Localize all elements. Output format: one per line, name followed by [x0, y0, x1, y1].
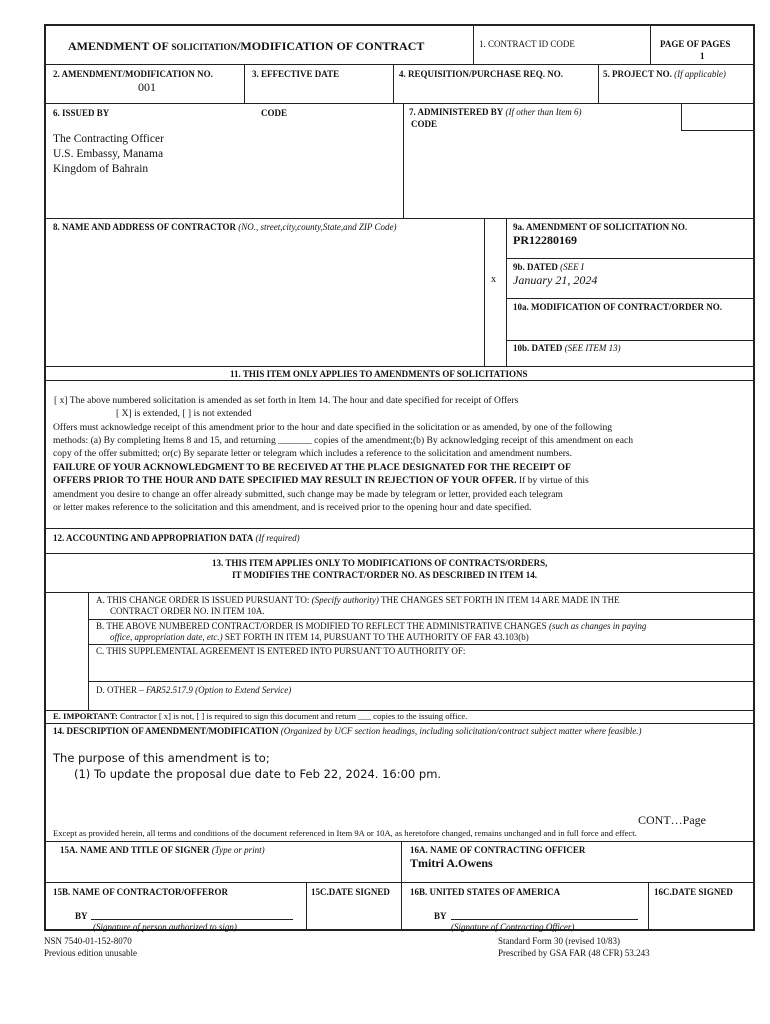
rule	[88, 592, 89, 710]
item16b-sig-caption: (Signature of Contracting Officer)	[451, 922, 575, 932]
rule	[46, 553, 755, 554]
rule	[506, 340, 755, 341]
item13-a: A. THIS CHANGE ORDER IS ISSUED PURSUANT TO: (Specify authority) THE CHANGES SET FORTH IN ITEM 14 ARE MADE IN THE	[96, 595, 620, 605]
rule	[473, 26, 474, 64]
amendment-number: 001	[138, 80, 156, 94]
item11-line: copy of the offer submitted; or(c) By separate letter or telegram which includes a reference to the solicitation and amendment numbers.	[53, 448, 573, 459]
rule	[401, 841, 402, 931]
checkmark-9b: x	[491, 274, 496, 285]
rule	[506, 218, 507, 366]
item11-line: amendment you desire to change an offer already submitted, such change may be made by telegram or letter, provided each telegram	[53, 489, 563, 500]
item11-line: or letter makes reference to the solicitation and this amendment, and is received prior to the opening hour and date specified.	[53, 502, 532, 513]
rule	[46, 723, 755, 724]
issued-by-line: The Contracting Officer	[53, 133, 164, 145]
form-title: AMENDMENT OF SOLICITATION/MODIFICATION OF CONTRACT	[68, 39, 425, 53]
officer-signature-line	[451, 919, 638, 920]
rule	[46, 218, 755, 219]
solicitation-number: PR12280169	[513, 233, 577, 247]
rule	[88, 681, 755, 682]
item9b-label: 9b. DATED (SEE I	[513, 262, 584, 272]
rule	[393, 64, 394, 103]
rule	[46, 380, 755, 381]
item7-code-label: CODE	[411, 119, 438, 129]
item6-code-label: CODE	[261, 108, 288, 118]
item14-label: 14. DESCRIPTION OF AMENDMENT/MODIFICATION (Organized by UCF section headings, including solicitation/contract subject matter where feasible.)	[53, 726, 642, 736]
item-e-important: E. IMPORTANT: Contractor [ x] is not, [ ] is required to sign this document and return ___ copies to the issuing office.	[53, 711, 468, 721]
item13-a-cont: CONTRACT ORDER NO. IN ITEM 10A.	[110, 606, 265, 616]
contract-id-label: 1. CONTRACT ID CODE	[479, 39, 575, 49]
item15a-label: 15A. NAME AND TITLE OF SIGNER (Type or print)	[60, 845, 265, 855]
rule	[681, 103, 682, 131]
continuation-note: CONT…Page	[638, 813, 706, 827]
amendment-point-1: (1) To update the proposal due date to Feb 22, 2024. 16:00 pm.	[74, 767, 442, 781]
item2-label: 2. AMENDMENT/MODIFICATION NO.	[53, 69, 213, 79]
rule	[88, 644, 755, 645]
item13-d: D. OTHER – FAR52.517.9 (Option to Extend Service)	[96, 685, 292, 695]
rule	[506, 298, 755, 299]
contracting-officer-name: Tmitri A.Owens	[410, 856, 493, 870]
item13-header: 13. THIS ITEM APPLIES ONLY TO MODIFICATIONS OF CONTRACTS/ORDERS,	[212, 558, 548, 568]
item7-label: 7. ADMINISTERED BY (If other than Item 6)	[409, 107, 582, 117]
item11-line: Offers must acknowledge receipt of this amendment prior to the hour and date specified in the solicitation or as amended, by one of the following	[53, 422, 613, 433]
rule	[46, 366, 755, 367]
rule	[648, 882, 649, 931]
item16a-label: 16A. NAME OF CONTRACTING OFFICER	[410, 845, 586, 855]
item11-warning: OFFERS PRIOR TO THE HOUR AND DATE SPECIFIED MAY RESULT IN REJECTION OF YOUR OFFER. If by virtue of this	[53, 475, 589, 486]
issued-by-line: U.S. Embassy, Manama	[53, 148, 164, 160]
item15b-sig-caption: (Signature of person authorized to sign)	[93, 922, 237, 932]
solicitation-date: January 21, 2024	[513, 273, 598, 287]
rule	[88, 619, 755, 620]
rule	[306, 882, 307, 931]
item13-header: IT MODIFIES THE CONTRACT/ORDER NO. AS DESCRIBED IN ITEM 14.	[232, 570, 537, 580]
item11-line: [ X] is extended, [ ] is not extended	[116, 408, 252, 419]
rule	[244, 64, 245, 103]
item13-b-cont: office, appropriation date, etc.) SET FORTH IN ITEM 14, PURSUANT TO THE AUTHORITY OF FAR 43.103(b)	[110, 632, 529, 642]
item9a-label: 9a. AMENDMENT OF SOLICITATION NO.	[513, 222, 688, 232]
footer-nsn: NSN 7540-01-152-8070	[44, 936, 132, 946]
footer-standard-form: Standard Form 30 (revised 10/83)	[498, 936, 620, 946]
item10a-label: 10a. MODIFICATION OF CONTRACT/ORDER NO.	[513, 302, 723, 312]
rule	[506, 258, 755, 259]
rule	[598, 64, 599, 103]
issued-by-line: Kingdom of Bahrain	[53, 163, 149, 175]
item16b-by: BY	[434, 911, 447, 921]
rule	[484, 218, 485, 366]
rule	[681, 130, 755, 131]
item10b-label: 10b. DATED (SEE ITEM 13)	[513, 343, 621, 353]
rule	[650, 26, 651, 64]
amendment-purpose: The purpose of this amendment is to;	[53, 751, 270, 765]
sf30-form	[44, 24, 755, 931]
item11-line: methods: (a) By completing Items 8 and 15, and returning _______ copies of the amendment;(b) By acknowledging receipt of this amendment on each	[53, 435, 634, 446]
rule	[46, 64, 755, 65]
footer-prescribed-by: Prescribed by GSA FAR (48 CFR) 53.243	[498, 948, 650, 958]
item16b-label: 16B. UNITED STATES OF AMERICA	[410, 887, 561, 897]
footer-previous-edition: Previous edition unusable	[44, 948, 137, 958]
rule	[46, 528, 755, 529]
item12-label: 12. ACCOUNTING AND APPROPRIATION DATA (If required)	[53, 533, 300, 543]
item11-warning: FAILURE OF YOUR ACKNOWLEDGMENT TO BE RECEIVED AT THE PLACE DESIGNATED FOR THE RECEIPT OF	[53, 462, 571, 473]
item3-label: 3. EFFECTIVE DATE	[252, 69, 340, 79]
item15b-label: 15B. NAME OF CONTRACTOR/OFFEROR	[53, 887, 229, 897]
item16c-label: 16C.DATE SIGNED	[654, 887, 733, 897]
item15c-label: 15C.DATE SIGNED	[311, 887, 390, 897]
item4-label: 4. REQUISITION/PURCHASE REQ. NO.	[399, 69, 564, 79]
item5-label: 5. PROJECT NO. (If applicable)	[603, 69, 726, 79]
item8-label: 8. NAME AND ADDRESS OF CONTRACTOR (NO., street,city,county,State,and ZIP Code)	[53, 222, 397, 232]
issued-by-address	[53, 132, 164, 177]
rule	[46, 103, 755, 104]
rule	[46, 592, 755, 593]
except-provided-text: Except as provided herein, all terms and conditions of the document referenced in Item 9A or 10A, as heretofore changed, remains unchanged and in full force and effect.	[53, 828, 637, 838]
page-of-pages-label: PAGE OF PAGES	[660, 39, 731, 49]
contractor-signature-line	[91, 919, 293, 920]
item11-line: [ x] The above numbered solicitation is amended as set forth in Item 14. The hour and date specified for receipt of Offers	[54, 395, 519, 406]
item13-b: B. THE ABOVE NUMBERED CONTRACT/ORDER IS MODIFIED TO REFLECT THE ADMINISTRATIVE CHANGES (such as changes in paying	[96, 621, 647, 631]
rule	[403, 103, 404, 218]
item6-label: 6. ISSUED BY	[53, 108, 110, 118]
item13-c: C. THIS SUPPLEMENTAL AGREEMENT IS ENTERED INTO PURSUANT TO AUTHORITY OF:	[96, 646, 466, 656]
page-number: 1	[700, 51, 705, 61]
item11-header: 11. THIS ITEM ONLY APPLIES TO AMENDMENTS OF SOLICITATIONS	[230, 369, 528, 379]
item15b-by: BY	[75, 911, 88, 921]
